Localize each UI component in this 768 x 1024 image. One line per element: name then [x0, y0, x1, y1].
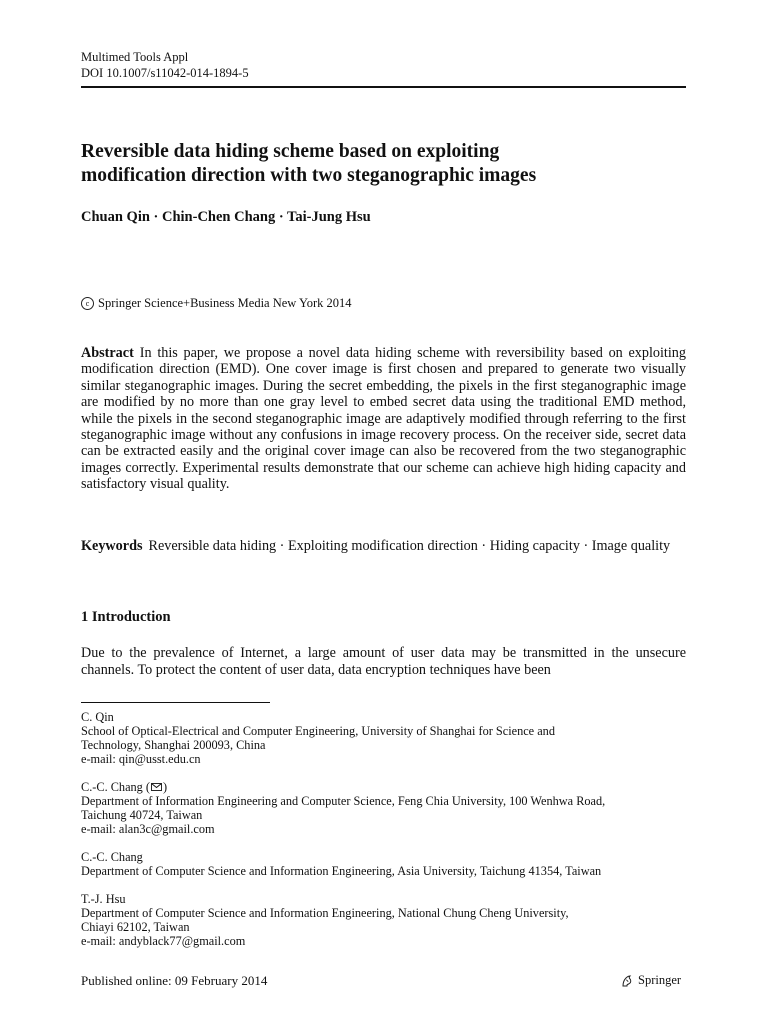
- affiliation-email: e-mail: qin@usst.edu.cn: [81, 752, 201, 766]
- copyright-text: Springer Science+Business Media New York 2014: [98, 296, 352, 310]
- footnote-rule: [81, 702, 270, 703]
- affiliation-author: T.-J. Hsu: [81, 892, 126, 906]
- affiliation-author-suffix: ): [163, 780, 168, 794]
- author-list: Chuan Qin · Chin-Chen Chang · Tai-Jung Hsu: [81, 209, 371, 225]
- affiliation-line: Department of Computer Science and Information Engineering, National Chung Cheng University,: [81, 906, 569, 920]
- affiliation-line: Department of Computer Science and Information Engineering, Asia University, Taichung 41354, Taiwan: [81, 864, 602, 878]
- affiliation-email: e-mail: alan3c@gmail.com: [81, 822, 215, 836]
- affiliation-qin: [81, 710, 701, 766]
- keywords-label: Keywords: [81, 538, 143, 554]
- affiliation-line: Technology, Shanghai 200093, China: [81, 738, 266, 752]
- title-line-2: modification direction with two steganographic images: [81, 165, 537, 186]
- title-line-1: Reversible data hiding scheme based on exploiting: [81, 141, 500, 162]
- paper-title: [81, 140, 686, 188]
- affiliation-email: e-mail: andyblack77@gmail.com: [81, 934, 246, 948]
- publication-date: Published online: 09 February 2014: [81, 973, 268, 988]
- publisher-logo: [620, 973, 681, 988]
- affiliation-hsu: [81, 892, 701, 948]
- journal-name: Multimed Tools Appl: [81, 50, 189, 64]
- affiliation-chang-1: [81, 780, 701, 836]
- affiliation-chang-2: [81, 850, 701, 878]
- affiliation-line: Department of Information Engineering and Computer Science, Feng Chia University, 100 Wenhwa Road,: [81, 794, 606, 808]
- affiliation-line: School of Optical-Electrical and Computer Engineering, University of Shanghai for Science and: [81, 724, 555, 738]
- copyright-notice: [81, 296, 352, 311]
- copyright-icon: c: [81, 297, 94, 310]
- abstract: [81, 345, 686, 493]
- abstract-label: Abstract: [81, 345, 134, 361]
- affiliation-author: [81, 780, 701, 794]
- journal-header: [81, 49, 249, 81]
- affiliation-author-name: C.-C. Chang (: [81, 780, 150, 794]
- abstract-text: In this paper, we propose a novel data hiding scheme with reversibility based on exploiting modification direction (EMD). One cover image is first chosen and prepared to generate two visually similar steganographic images. During the secret embedding, the pixels in the first steganographic image are modified by no more than one gray level to embed secret data using the traditional EMD method, while the pixels in the second steganographic image are adaptively modified through referring to the first steganographic image without any confusions in image recovery process. On the receiver side, secret data can be extracted easily and the original cover image can also be recovered from the two steganographic images correctly. Experimental results demonstrate that our scheme can achieve high hiding capacity and satisfactory visual quality.: [81, 345, 686, 493]
- header-rule: [81, 86, 686, 88]
- springer-horse-icon: [620, 974, 634, 988]
- doi: DOI 10.1007/s11042-014-1894-5: [81, 66, 249, 80]
- affiliation-author: C. Qin: [81, 710, 114, 724]
- section-paragraph: Due to the prevalence of Internet, a large amount of user data may be transmitted in the unsecure channels. To protect the content of user data, data encryption techniques have been: [81, 645, 686, 678]
- affiliation-line: Taichung 40724, Taiwan: [81, 808, 203, 822]
- affiliation-author: C.-C. Chang: [81, 850, 143, 864]
- section-heading: 1 Introduction: [81, 609, 171, 625]
- keywords-text: Reversible data hiding · Exploiting modification direction · Hiding capacity · Image quality: [148, 538, 671, 554]
- affiliation-line: Chiayi 62102, Taiwan: [81, 920, 190, 934]
- publisher-name: Springer: [638, 973, 682, 987]
- keywords: [81, 538, 686, 555]
- envelope-icon: [151, 783, 162, 791]
